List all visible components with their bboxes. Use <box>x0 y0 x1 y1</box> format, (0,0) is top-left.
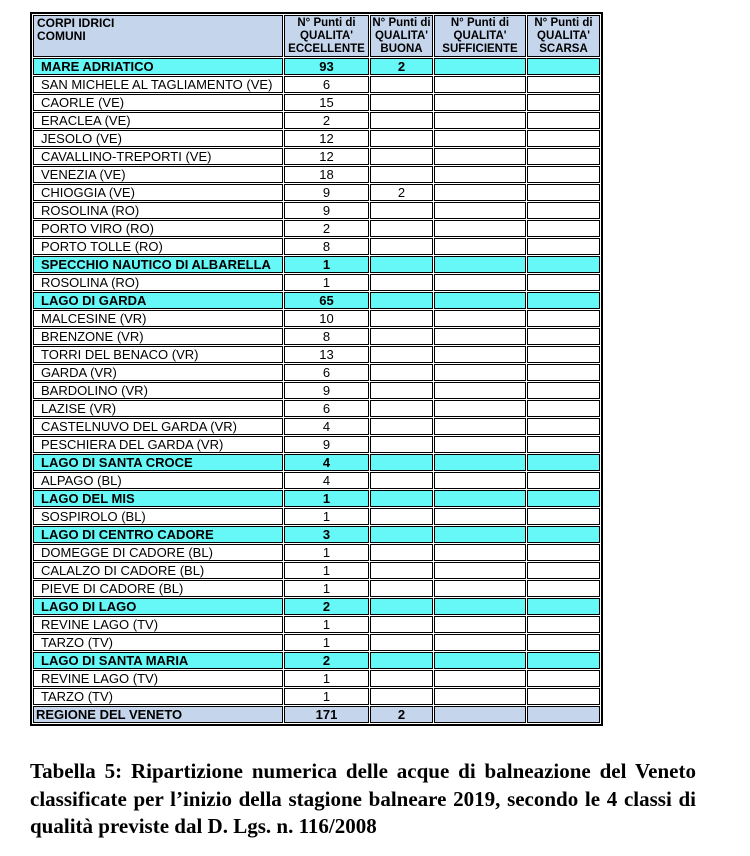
value-cell-col1: 1 <box>284 508 369 525</box>
row-label: PORTO VIRO (RO) <box>33 220 283 237</box>
value-cell-col2 <box>370 382 433 399</box>
value-cell-col3 <box>434 346 526 363</box>
row-label: LAZISE (VR) <box>33 400 283 417</box>
value-cell-col1: 1 <box>284 256 369 273</box>
value-cell-col2 <box>370 346 433 363</box>
value-cell-col4 <box>527 634 600 651</box>
value-cell-col3 <box>434 274 526 291</box>
value-cell-col2 <box>370 490 433 507</box>
value-cell-col1: 1 <box>284 544 369 561</box>
header-scarsa-line2: QUALITA' <box>537 29 590 42</box>
value-cell-col2 <box>370 166 433 183</box>
value-cell-col1: 2 <box>284 112 369 129</box>
row-label: CAVALLINO-TREPORTI (VE) <box>33 148 283 165</box>
value-cell-col4 <box>527 130 600 147</box>
value-cell-col4 <box>527 184 600 201</box>
value-cell-col1: 1 <box>284 670 369 687</box>
header-buona-line2: QUALITA' <box>375 29 428 42</box>
municipality-row <box>33 436 600 453</box>
value-cell-col2 <box>370 310 433 327</box>
value-cell-col3 <box>434 616 526 633</box>
municipality-row <box>33 688 600 705</box>
value-cell-col4 <box>527 166 600 183</box>
value-cell-col4 <box>527 94 600 111</box>
value-cell-col1: 8 <box>284 328 369 345</box>
value-cell-col2 <box>370 454 433 471</box>
value-cell-col1: 1 <box>284 580 369 597</box>
value-cell-col1: 9 <box>284 184 369 201</box>
value-cell-col3 <box>434 166 526 183</box>
value-cell-col1: 1 <box>284 274 369 291</box>
row-label: ROSOLINA (RO) <box>33 274 283 291</box>
value-cell-col1: 6 <box>284 364 369 381</box>
row-label: PESCHIERA DEL GARDA (VR) <box>33 436 283 453</box>
value-cell-col3 <box>434 202 526 219</box>
value-cell-col1: 1 <box>284 562 369 579</box>
value-cell-col2 <box>370 292 433 309</box>
table-header <box>33 15 600 57</box>
value-cell-col4 <box>527 526 600 543</box>
value-cell-col4 <box>527 580 600 597</box>
row-label: ERACLEA (VE) <box>33 112 283 129</box>
row-label: JESOLO (VE) <box>33 130 283 147</box>
row-label: REVINE LAGO (TV) <box>33 616 283 633</box>
value-cell-col4 <box>527 364 600 381</box>
row-label: VENEZIA (VE) <box>33 166 283 183</box>
value-cell-col2: 2 <box>370 58 433 75</box>
value-cell-col1: 18 <box>284 166 369 183</box>
row-label: LAGO DI SANTA CROCE <box>33 454 283 471</box>
row-label: TARZO (TV) <box>33 634 283 651</box>
value-cell-col4 <box>527 58 600 75</box>
value-cell-col3 <box>434 418 526 435</box>
value-cell-col3 <box>434 148 526 165</box>
header-row <box>33 15 600 57</box>
value-cell-col3 <box>434 508 526 525</box>
header-cell-qualita-eccellente <box>284 15 369 57</box>
municipality-row <box>33 112 600 129</box>
value-cell-col4 <box>527 544 600 561</box>
value-cell-col3 <box>434 58 526 75</box>
municipality-row <box>33 634 600 651</box>
value-cell-col3 <box>434 220 526 237</box>
value-cell-col4 <box>527 436 600 453</box>
header-cell-qualita-sufficiente <box>434 15 526 57</box>
value-cell-col2 <box>370 544 433 561</box>
value-cell-col1: 4 <box>284 454 369 471</box>
value-cell-col3 <box>434 436 526 453</box>
value-cell-col2 <box>370 238 433 255</box>
value-cell-col3 <box>434 292 526 309</box>
value-cell-col2 <box>370 148 433 165</box>
value-cell-col3 <box>434 544 526 561</box>
value-cell-col2: 2 <box>370 706 433 723</box>
row-label: LAGO DI LAGO <box>33 598 283 615</box>
value-cell-col1: 2 <box>284 220 369 237</box>
value-cell-col1: 8 <box>284 238 369 255</box>
value-cell-col4 <box>527 310 600 327</box>
municipality-row <box>33 418 600 435</box>
value-cell-col2 <box>370 580 433 597</box>
region-total-row <box>33 706 600 723</box>
value-cell-col2 <box>370 112 433 129</box>
row-label: LAGO DEL MIS <box>33 490 283 507</box>
value-cell-col4 <box>527 598 600 615</box>
row-label: PIEVE DI CADORE (BL) <box>33 580 283 597</box>
row-label: TORRI DEL BENACO (VR) <box>33 346 283 363</box>
municipality-row <box>33 346 600 363</box>
value-cell-col1: 13 <box>284 346 369 363</box>
value-cell-col3 <box>434 400 526 417</box>
header-cell-qualita-scarsa <box>527 15 600 57</box>
value-cell-col3 <box>434 238 526 255</box>
table-caption: Tabella 5: Ripartizione numerica delle acque di balneazione del Veneto classificate per l’inizio della stagione balneare 2019, secondo le 4 classi di qualità previste dal D. Lgs. n. 116/2008 <box>30 759 696 838</box>
value-cell-col1: 10 <box>284 310 369 327</box>
value-cell-col4 <box>527 472 600 489</box>
value-cell-col4 <box>527 454 600 471</box>
water-body-row <box>33 652 600 669</box>
municipality-row <box>33 616 600 633</box>
value-cell-col2 <box>370 400 433 417</box>
value-cell-col3 <box>434 490 526 507</box>
value-cell-col1: 1 <box>284 634 369 651</box>
water-body-row <box>33 256 600 273</box>
value-cell-col3 <box>434 580 526 597</box>
value-cell-col4 <box>527 238 600 255</box>
value-cell-col1: 4 <box>284 418 369 435</box>
value-cell-col4 <box>527 706 600 723</box>
value-cell-col2 <box>370 616 433 633</box>
value-cell-col1: 12 <box>284 148 369 165</box>
water-body-row <box>33 58 600 75</box>
municipality-row <box>33 166 600 183</box>
value-cell-col3 <box>434 76 526 93</box>
header-buona-line1: N° Punti di <box>372 16 431 29</box>
value-cell-col3 <box>434 652 526 669</box>
value-cell-col1: 93 <box>284 58 369 75</box>
value-cell-col2 <box>370 688 433 705</box>
value-cell-col1: 3 <box>284 526 369 543</box>
value-cell-col2 <box>370 274 433 291</box>
municipality-row <box>33 76 600 93</box>
value-cell-col2 <box>370 94 433 111</box>
row-label: TARZO (TV) <box>33 688 283 705</box>
value-cell-col4 <box>527 346 600 363</box>
value-cell-col2 <box>370 652 433 669</box>
water-body-row <box>33 490 600 507</box>
value-cell-col2 <box>370 364 433 381</box>
header-sufficiente-line1: N° Punti di <box>450 16 510 29</box>
value-cell-col2 <box>370 130 433 147</box>
value-cell-col3 <box>434 112 526 129</box>
value-cell-col1: 2 <box>284 598 369 615</box>
municipality-row <box>33 310 600 327</box>
value-cell-col3 <box>434 130 526 147</box>
row-label: DOMEGGE DI CADORE (BL) <box>33 544 283 561</box>
value-cell-col3 <box>434 94 526 111</box>
water-body-row <box>33 454 600 471</box>
header-eccellente-line1: N° Punti di <box>297 16 356 29</box>
value-cell-col3 <box>434 526 526 543</box>
value-cell-col3 <box>434 670 526 687</box>
header-buona-line3: BUONA <box>380 42 423 55</box>
municipality-row <box>33 562 600 579</box>
value-cell-col4 <box>527 148 600 165</box>
municipality-row <box>33 508 600 525</box>
value-cell-col1: 65 <box>284 292 369 309</box>
row-label: REGIONE DEL VENETO <box>33 706 283 723</box>
municipality-row <box>33 382 600 399</box>
water-body-row <box>33 526 600 543</box>
value-cell-col4 <box>527 256 600 273</box>
value-cell-col4 <box>527 688 600 705</box>
row-label: CALALZO DI CADORE (BL) <box>33 562 283 579</box>
table-body <box>33 58 600 723</box>
row-label: PORTO TOLLE (RO) <box>33 238 283 255</box>
value-cell-col2 <box>370 328 433 345</box>
value-cell-col3 <box>434 472 526 489</box>
municipality-row <box>33 274 600 291</box>
value-cell-col2 <box>370 418 433 435</box>
row-label: SAN MICHELE AL TAGLIAMENTO (VE) <box>33 76 283 93</box>
value-cell-col1: 6 <box>284 400 369 417</box>
value-cell-col3 <box>434 310 526 327</box>
row-label: CAORLE (VE) <box>33 94 283 111</box>
row-label: LAGO DI SANTA MARIA <box>33 652 283 669</box>
row-label: CASTELNUVO DEL GARDA (VR) <box>33 418 283 435</box>
municipality-row <box>33 670 600 687</box>
value-cell-col1: 1 <box>284 616 369 633</box>
municipality-row <box>33 328 600 345</box>
water-quality-table <box>30 12 603 726</box>
value-cell-col2 <box>370 472 433 489</box>
row-label: REVINE LAGO (TV) <box>33 670 283 687</box>
municipality-row <box>33 544 600 561</box>
value-cell-col4 <box>527 202 600 219</box>
value-cell-col1: 1 <box>284 688 369 705</box>
value-cell-col4 <box>527 400 600 417</box>
row-label: BARDOLINO (VR) <box>33 382 283 399</box>
municipality-row <box>33 130 600 147</box>
value-cell-col2 <box>370 598 433 615</box>
municipality-row <box>33 364 600 381</box>
value-cell-col4 <box>527 670 600 687</box>
header-corpi-line2: COMUNI <box>37 29 86 43</box>
row-label: MARE ADRIATICO <box>33 58 283 75</box>
value-cell-col4 <box>527 328 600 345</box>
value-cell-col4 <box>527 382 600 399</box>
value-cell-col3 <box>434 688 526 705</box>
value-cell-col3 <box>434 706 526 723</box>
value-cell-col4 <box>527 652 600 669</box>
value-cell-col4 <box>527 76 600 93</box>
value-cell-col2 <box>370 202 433 219</box>
value-cell-col1: 1 <box>284 490 369 507</box>
municipality-row <box>33 238 600 255</box>
header-sufficiente-line3: SUFFICIENTE <box>442 42 518 55</box>
header-sufficiente-line2: QUALITA' <box>453 29 507 42</box>
value-cell-col2 <box>370 76 433 93</box>
value-cell-col3 <box>434 634 526 651</box>
header-cell-corpi-idrici-comuni <box>33 15 283 57</box>
water-body-row <box>33 292 600 309</box>
header-scarsa-line3: SCARSA <box>539 42 588 55</box>
header-corpi-line1: CORPI IDRICI <box>37 16 115 30</box>
municipality-row <box>33 400 600 417</box>
water-body-row <box>33 598 600 615</box>
value-cell-col4 <box>527 292 600 309</box>
value-cell-col4 <box>527 418 600 435</box>
header-eccellente-line2: QUALITA' <box>300 29 353 42</box>
value-cell-col3 <box>434 256 526 273</box>
row-label: BRENZONE (VR) <box>33 328 283 345</box>
value-cell-col4 <box>527 616 600 633</box>
value-cell-col3 <box>434 562 526 579</box>
value-cell-col4 <box>527 562 600 579</box>
header-cell-qualita-buona <box>370 15 433 57</box>
value-cell-col4 <box>527 274 600 291</box>
value-cell-col2 <box>370 670 433 687</box>
municipality-row <box>33 184 600 201</box>
municipality-row <box>33 220 600 237</box>
municipality-row <box>33 472 600 489</box>
value-cell-col3 <box>434 328 526 345</box>
value-cell-col1: 9 <box>284 436 369 453</box>
row-label: MALCESINE (VR) <box>33 310 283 327</box>
value-cell-col1: 4 <box>284 472 369 489</box>
row-label: CHIOGGIA (VE) <box>33 184 283 201</box>
value-cell-col2 <box>370 634 433 651</box>
municipality-row <box>33 94 600 111</box>
value-cell-col3 <box>434 454 526 471</box>
value-cell-col4 <box>527 220 600 237</box>
value-cell-col3 <box>434 598 526 615</box>
row-label: LAGO DI CENTRO CADORE <box>33 526 283 543</box>
header-scarsa-line1: N° Punti di <box>534 16 593 29</box>
value-cell-col2 <box>370 436 433 453</box>
value-cell-col1: 9 <box>284 382 369 399</box>
value-cell-col3 <box>434 364 526 381</box>
value-cell-col2 <box>370 256 433 273</box>
value-cell-col4 <box>527 112 600 129</box>
row-label: ALPAGO (BL) <box>33 472 283 489</box>
value-cell-col3 <box>434 382 526 399</box>
value-cell-col2: 2 <box>370 184 433 201</box>
row-label: SPECCHIO NAUTICO DI ALBARELLA <box>33 256 283 273</box>
row-label: GARDA (VR) <box>33 364 283 381</box>
municipality-row <box>33 580 600 597</box>
row-label: ROSOLINA (RO) <box>33 202 283 219</box>
header-eccellente-line3: ECCELLENTE <box>288 42 365 55</box>
value-cell-col1: 9 <box>284 202 369 219</box>
value-cell-col3 <box>434 184 526 201</box>
value-cell-col1: 12 <box>284 130 369 147</box>
value-cell-col1: 6 <box>284 76 369 93</box>
value-cell-col4 <box>527 490 600 507</box>
municipality-row <box>33 202 600 219</box>
value-cell-col1: 2 <box>284 652 369 669</box>
value-cell-col1: 171 <box>284 706 369 723</box>
value-cell-col2 <box>370 526 433 543</box>
value-cell-col2 <box>370 562 433 579</box>
row-label: SOSPIROLO (BL) <box>33 508 283 525</box>
table-container <box>30 12 603 726</box>
value-cell-col4 <box>527 508 600 525</box>
row-label: LAGO DI GARDA <box>33 292 283 309</box>
value-cell-col2 <box>370 508 433 525</box>
value-cell-col2 <box>370 220 433 237</box>
value-cell-col1: 15 <box>284 94 369 111</box>
municipality-row <box>33 148 600 165</box>
